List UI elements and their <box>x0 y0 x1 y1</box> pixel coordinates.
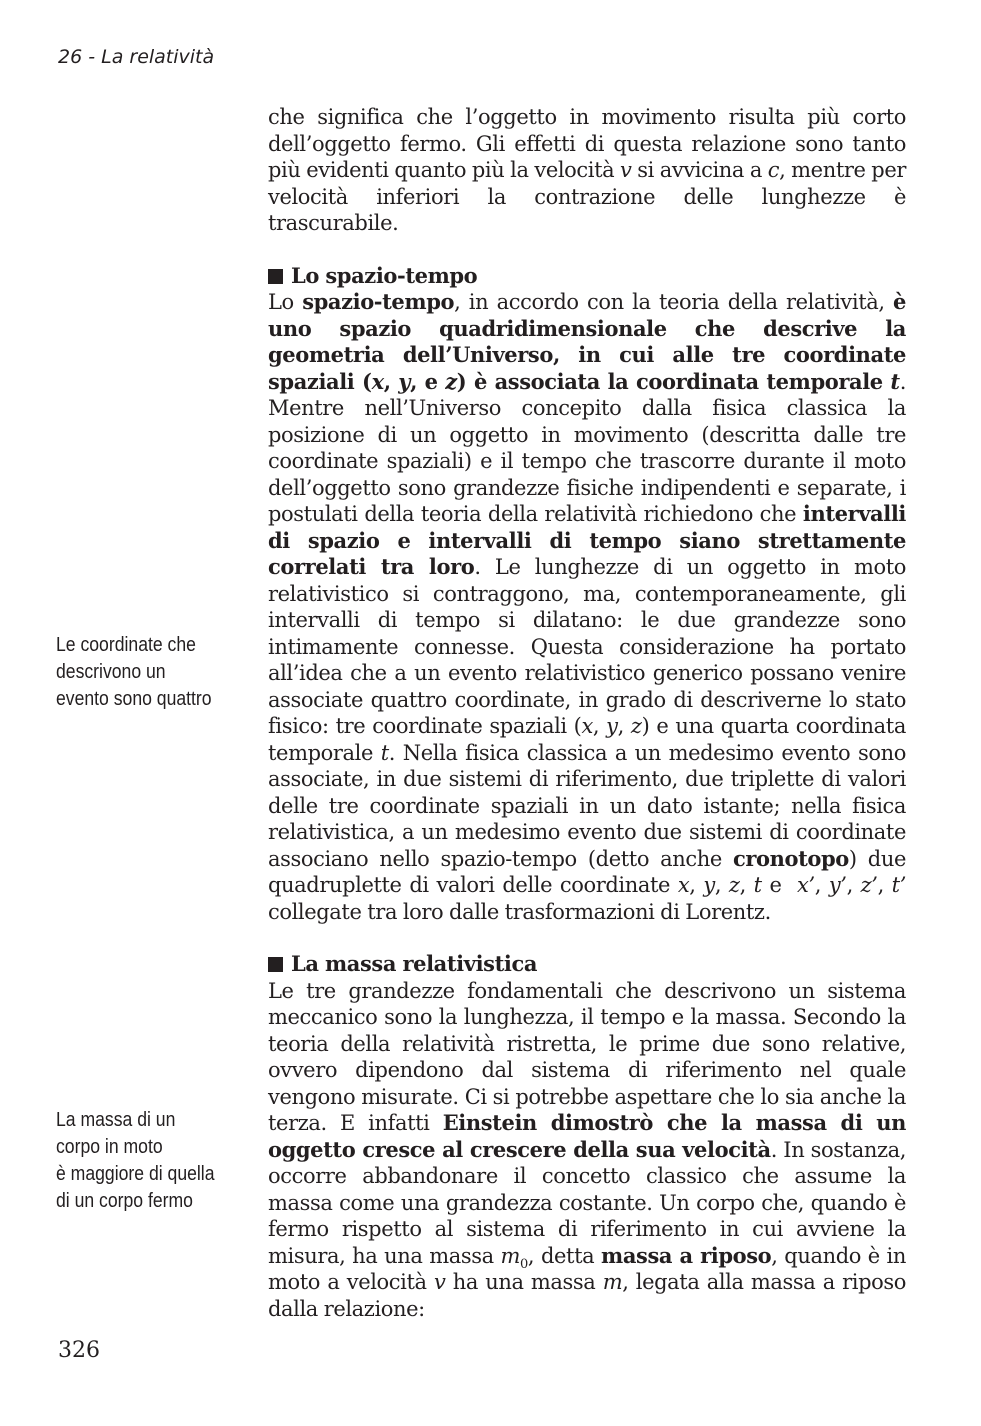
section-heading-spazio-tempo: Lo spazio-tempo <box>268 263 906 290</box>
square-bullet-icon <box>268 269 283 284</box>
main-text-column <box>268 104 906 1322</box>
section-heading-massa-relativistica: La massa relativistica <box>268 951 906 978</box>
page-number: 326 <box>58 1338 100 1363</box>
massa-relativistica-paragraph: Le tre grandezze fondamentali che descrivono un sistema meccanico sono la lunghezza, il tempo e la massa. Secondo la teoria della relatività ristretta, le prime due sono relative, ovvero dipendono dal sistema di riferimento nel quale vengono misurate. Ci si potrebbe aspettare che lo sia anche la terza. E infatti Einstein dimostrò che la massa di un oggetto cresce al crescere della sua velocità. In sostanza, occorre abbandonare il concetto classico che assume la massa come una grandezza costante. Un corpo che, quando è fermo rispetto al sistema di riferimento in cui avviene la misura, ha una massa $m_0$, detta massa a riposo, quando è in moto a velocità v ha una massa m, legata alla massa a riposo dalla relazione: <box>268 978 906 1321</box>
intro-paragraph: che significa che l’oggetto in movimento risulta più corto dell’oggetto fermo. Gli effetti di questa relazione sono tanto più evidenti quanto più la velocità v si avvicina a c, mentre per velocità inferiori la contrazione delle lunghezze è trascurabile. <box>268 105 907 235</box>
margin-note-coordinate: Le coordinate che descrivono un evento sono quattro <box>56 634 212 710</box>
margin-note-massa: La massa di un corpo in moto è maggiore di quella di un corpo fermo <box>56 1109 215 1212</box>
spazio-tempo-paragraph: Lo spazio-tempo, in accordo con la teoria della relatività, è uno spazio quadridimensionale che descrive la geometria dell’Universo, in cui alle tre coordinate spaziali (x, y, e z) è associata la coordinata temporale t. Mentre nell’Universo concepito dalla fisica classica la posizione di un oggetto in movimento (descritta dalle tre coordinate spaziali) e il tempo che trascorre durante il moto dell’oggetto sono grandezze fisiche indipendenti e separate, i postulati della teoria della relatività richiedono che intervalli di spazio e intervalli di tempo siano strettamente correlati tra loro. Le lunghezze di un oggetto in moto relativistico si contraggono, ma, contemporaneamente, gli intervalli di tempo si dilatano: le due grandezze sono intimamente connesse. Questa considerazione ha portato all’idea che a un evento relativistico generico possano venire associate quattro coordinate, in grado di descriverne lo stato fisico: tre coordinate spaziali (x, y, z) e una quarta coordinata temporale t. Nella fisica classica a un medesimo evento sono associate, in due sistemi di riferimento, due triplette di valori delle tre coordinate spaziali in un dato istante; nella fisica relativistica, a un medesimo evento due sistemi di coordinate associano nello spazio-tempo (detto anche cronotopo) due quadruplette di valori delle coordinate x, y, z, t e x’, y’, z’, t’ collegate tra loro dalle trasformazioni di Lorentz. <box>268 289 906 924</box>
running-head: 26 - La relatività <box>58 46 215 68</box>
square-bullet-icon <box>268 957 283 972</box>
